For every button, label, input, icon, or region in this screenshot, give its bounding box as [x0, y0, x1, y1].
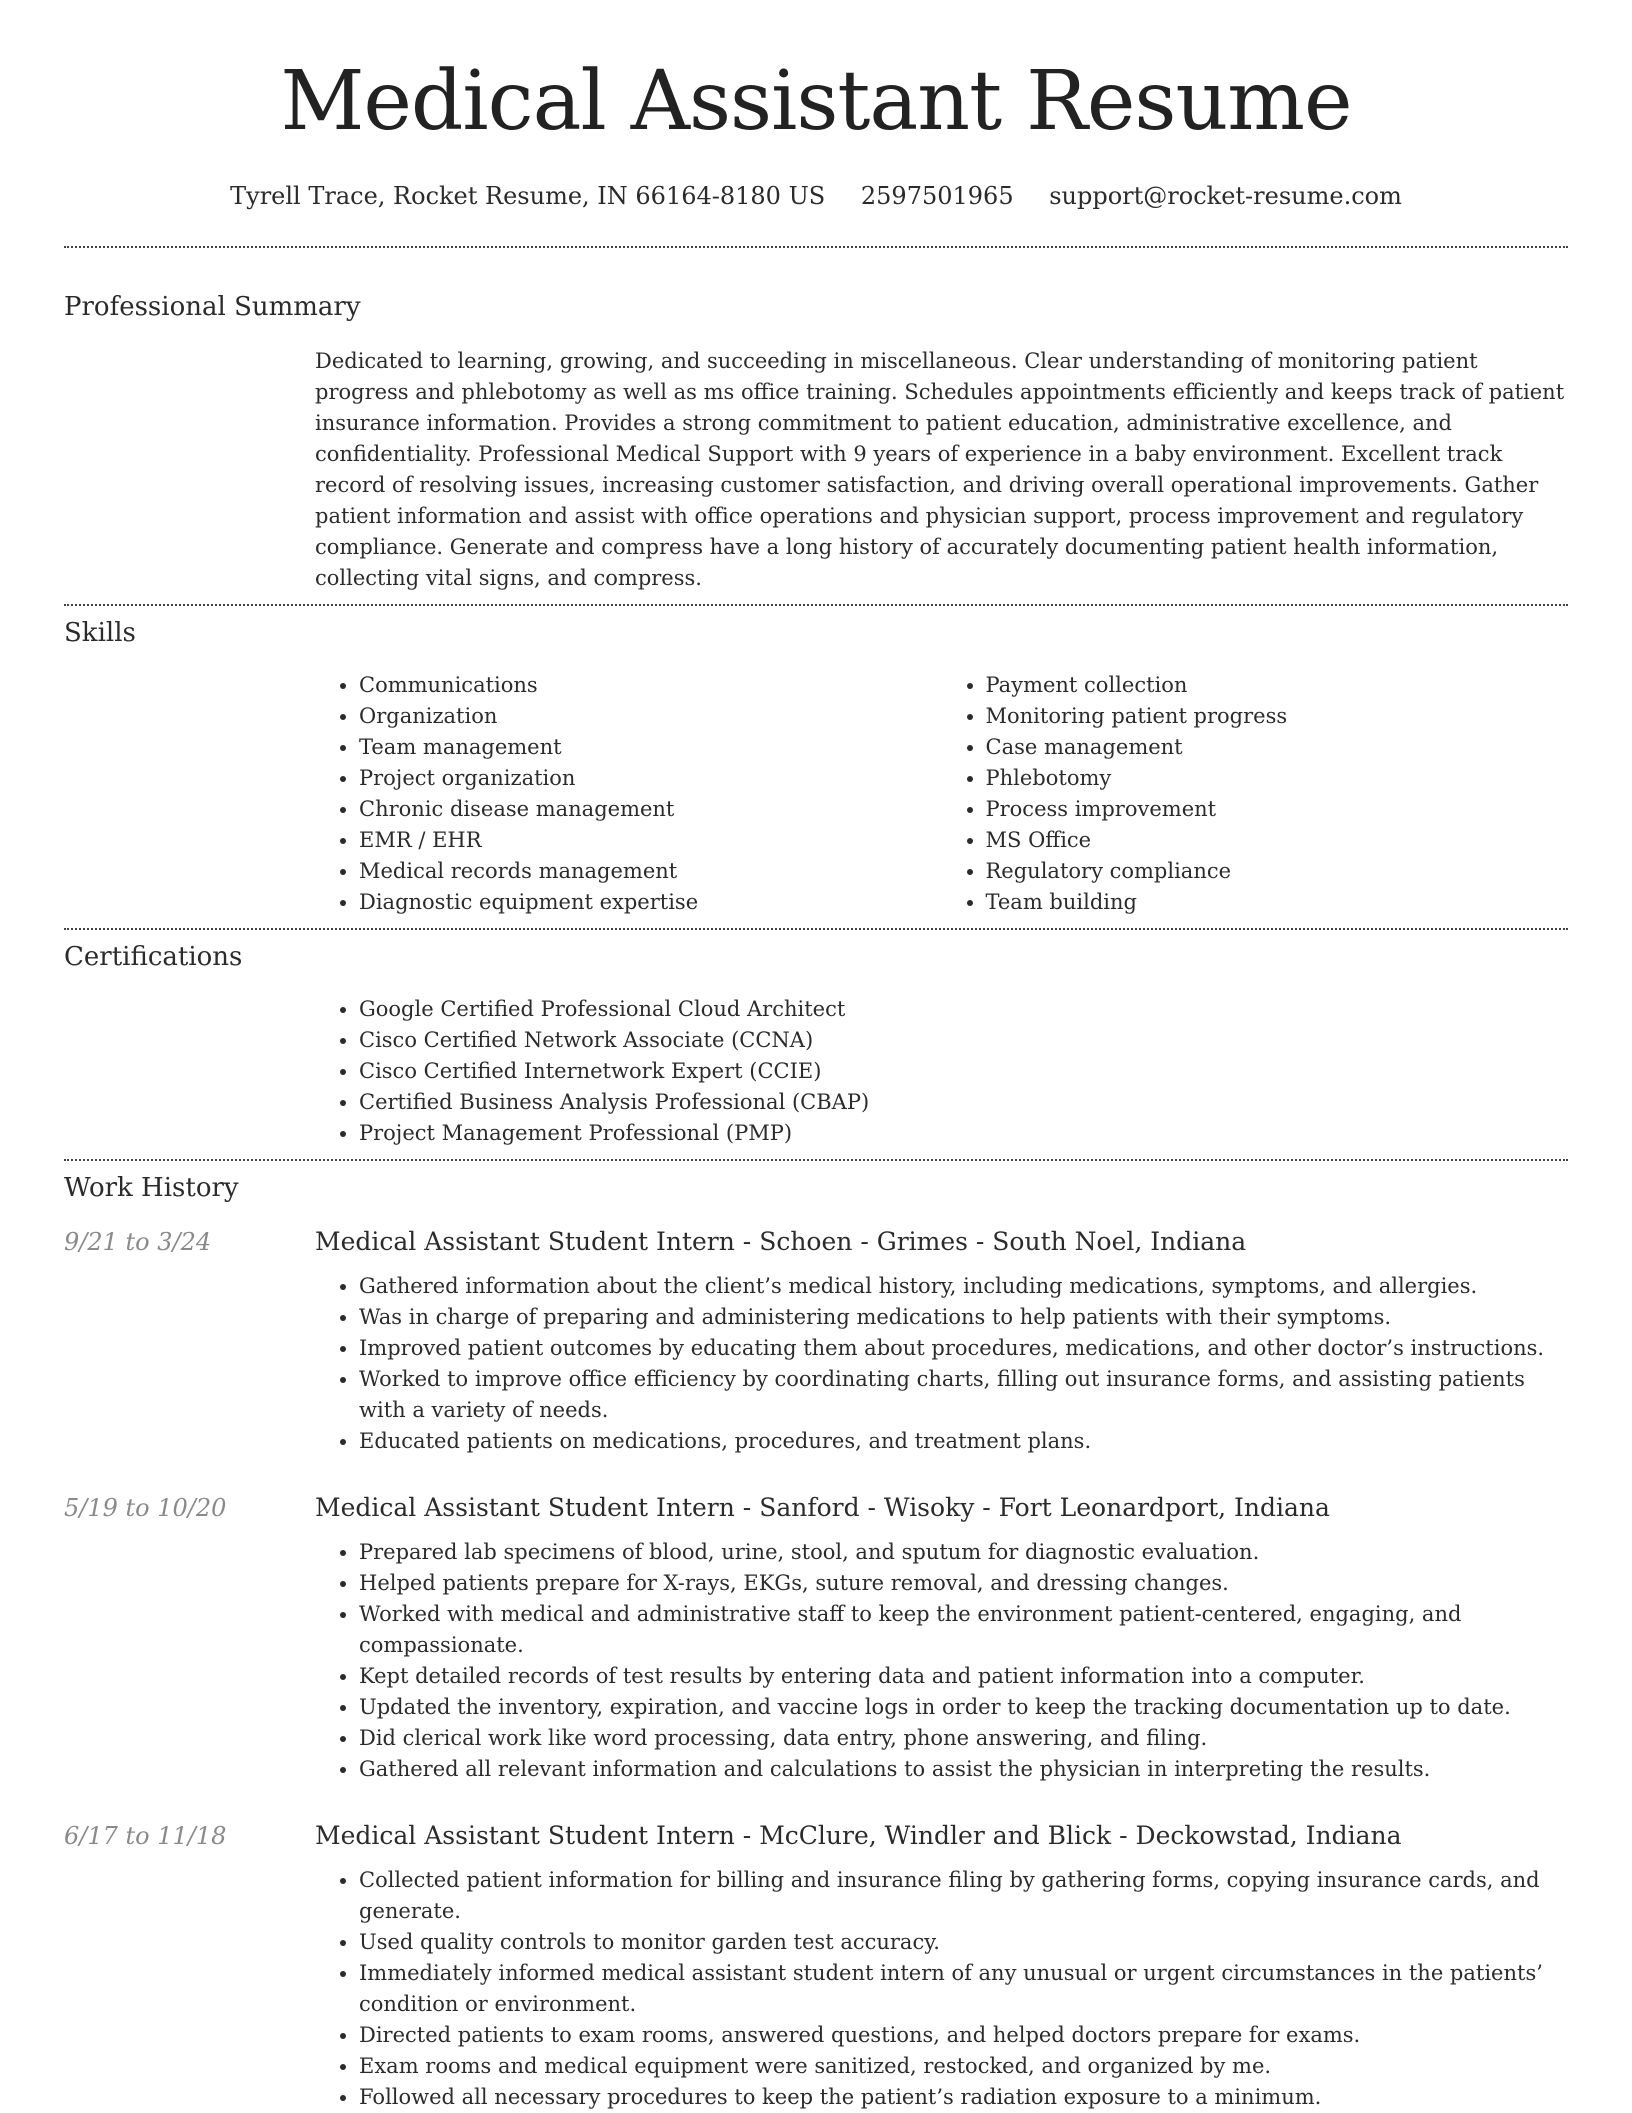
resume-page — [64, 0, 1568, 2113]
list-item: • Project organization — [359, 763, 942, 794]
list-item: • Chronic disease management — [359, 794, 942, 825]
skills-heading: Skills — [64, 618, 136, 648]
summary-text: Dedicated to learning, growing, and succeeding in miscellaneous. Clear understanding of monitoring patient progress and phlebotomy as well as ms office training. Schedules appointments efficiently and keeps track of patient insurance information. Provides a strong commitment to patient education, administrative excellence, and confidentiality. Professional Medical Support with 9 years of experience in a baby environment. Excellent track record of resolving issues, increasing customer satisfaction, and driving overall operational improvements. Gather patient information and assist with office operations and physician support, process improvement and regulatory compliance. Generate and compress have a long history of accurately documenting patient health information, collecting vital signs, and compress. — [315, 349, 1565, 590]
job-bullets — [315, 1865, 1568, 2113]
list-item: • Exam rooms and medical equipment were sanitized, restocked, and organized by me. — [359, 2051, 1568, 2082]
job-bullets — [315, 1271, 1568, 1457]
job-dates: 5/19 to 10/20 — [64, 1494, 227, 1522]
list-item: • Did clerical work like word processing, data entry, phone answering, and filing. — [359, 1723, 1568, 1754]
list-item: • Monitoring patient progress — [986, 701, 1569, 732]
list-item: • Team building — [986, 887, 1569, 918]
divider — [64, 246, 1568, 248]
skills-section — [64, 618, 1568, 918]
list-item: • Process improvement — [986, 794, 1569, 825]
job-dates: 9/21 to 3/24 — [64, 1228, 212, 1256]
contact-phone: 2597501965 — [860, 182, 1014, 210]
job-entry — [64, 1225, 1568, 1457]
list-item: • Team management — [359, 732, 942, 763]
job-entry — [64, 1491, 1568, 1785]
list-item: • Educated patients on medications, procedures, and treatment plans. — [359, 1426, 1568, 1457]
list-item: • Regulatory compliance — [986, 856, 1569, 887]
list-item: • Collected patient information for billing and insurance filing by gathering forms, copying insurance cards, and generate. — [359, 1865, 1568, 1927]
list-item: • Used quality controls to monitor garden test accuracy. — [359, 1927, 1568, 1958]
skills-list-right — [942, 670, 1569, 918]
job-title: Medical Assistant Student Intern - Schoen - Grimes - South Noel, Indiana — [315, 1227, 1247, 1256]
list-item: • Cisco Certified Internetwork Expert (CCIE) — [359, 1056, 1568, 1087]
skills-list-left — [315, 670, 942, 918]
list-item: • Gathered information about the client’s medical history, including medications, symptoms, and allergies. — [359, 1271, 1568, 1302]
list-item: • Directed patients to exam rooms, answered questions, and helped doctors prepare for exams. — [359, 2020, 1568, 2051]
divider — [64, 1159, 1568, 1161]
list-item: • Medical records management — [359, 856, 942, 887]
summary-section — [64, 292, 1568, 594]
list-item: • Updated the inventory, expiration, and vaccine logs in order to keep the tracking documentation up to date. — [359, 1692, 1568, 1723]
contact-address: Tyrell Trace, Rocket Resume, IN 66164-8180 US — [230, 182, 826, 210]
list-item: • Communications — [359, 670, 942, 701]
certifications-section — [64, 942, 1568, 1149]
job-bullets — [315, 1537, 1568, 1785]
list-item: • Worked to improve office efficiency by coordinating charts, filling out insurance forms, and assisting patients with a variety of needs. — [359, 1364, 1568, 1426]
list-item: • Cisco Certified Network Associate (CCNA) — [359, 1025, 1568, 1056]
list-item: • Worked with medical and administrative staff to keep the environment patient-centered, engaging, and compassionate. — [359, 1599, 1568, 1661]
list-item: • Followed all necessary procedures to keep the patient’s radiation exposure to a minimum. — [359, 2082, 1568, 2113]
divider — [64, 604, 1568, 606]
skills-columns — [315, 670, 1568, 918]
list-item: • Google Certified Professional Cloud Architect — [359, 994, 1568, 1025]
certifications-body — [315, 994, 1568, 1149]
list-item: • Kept detailed records of test results by entering data and patient information into a computer. — [359, 1661, 1568, 1692]
job-title: Medical Assistant Student Intern - Sanford - Wisoky - Fort Leonardport, Indiana — [315, 1493, 1330, 1522]
divider — [64, 928, 1568, 930]
list-item: • Project Management Professional (PMP) — [359, 1118, 1568, 1149]
certifications-list — [315, 994, 1568, 1149]
certifications-heading: Certifications — [64, 942, 243, 972]
work-history-heading: Work History — [64, 1173, 239, 1203]
list-item: • Certified Business Analysis Professional (CBAP) — [359, 1087, 1568, 1118]
list-item: • EMR / EHR — [359, 825, 942, 856]
list-item: • Gathered all relevant information and calculations to assist the physician in interpreting the results. — [359, 1754, 1568, 1785]
job-dates: 6/17 to 11/18 — [64, 1822, 227, 1850]
list-item: • MS Office — [986, 825, 1569, 856]
list-item: • Payment collection — [986, 670, 1569, 701]
page-title: Medical Assistant Resume — [280, 54, 1352, 149]
work-history-section — [64, 1173, 1568, 2113]
list-item: • Immediately informed medical assistant student intern of any unusual or urgent circumstances in the patients’ condition or environment. — [359, 1958, 1568, 2020]
contact-line — [64, 180, 1568, 212]
list-item: • Prepared lab specimens of blood, urine, stool, and sputum for diagnostic evaluation. — [359, 1537, 1568, 1568]
job-entry — [64, 1819, 1568, 2113]
list-item: • Helped patients prepare for X-rays, EKGs, suture removal, and dressing changes. — [359, 1568, 1568, 1599]
list-item: • Diagnostic equipment expertise — [359, 887, 942, 918]
list-item: • Phlebotomy — [986, 763, 1569, 794]
job-title: Medical Assistant Student Intern - McClure, Windler and Blick - Deckowstad, Indiana — [315, 1821, 1402, 1850]
summary-heading: Professional Summary — [64, 292, 361, 322]
list-item: • Was in charge of preparing and administering medications to help patients with their symptoms. — [359, 1302, 1568, 1333]
list-item: • Case management — [986, 732, 1569, 763]
contact-email: support@rocket-resume.com — [1049, 182, 1402, 210]
list-item: • Organization — [359, 701, 942, 732]
list-item: • Improved patient outcomes by educating them about procedures, medications, and other doctor’s instructions. — [359, 1333, 1568, 1364]
